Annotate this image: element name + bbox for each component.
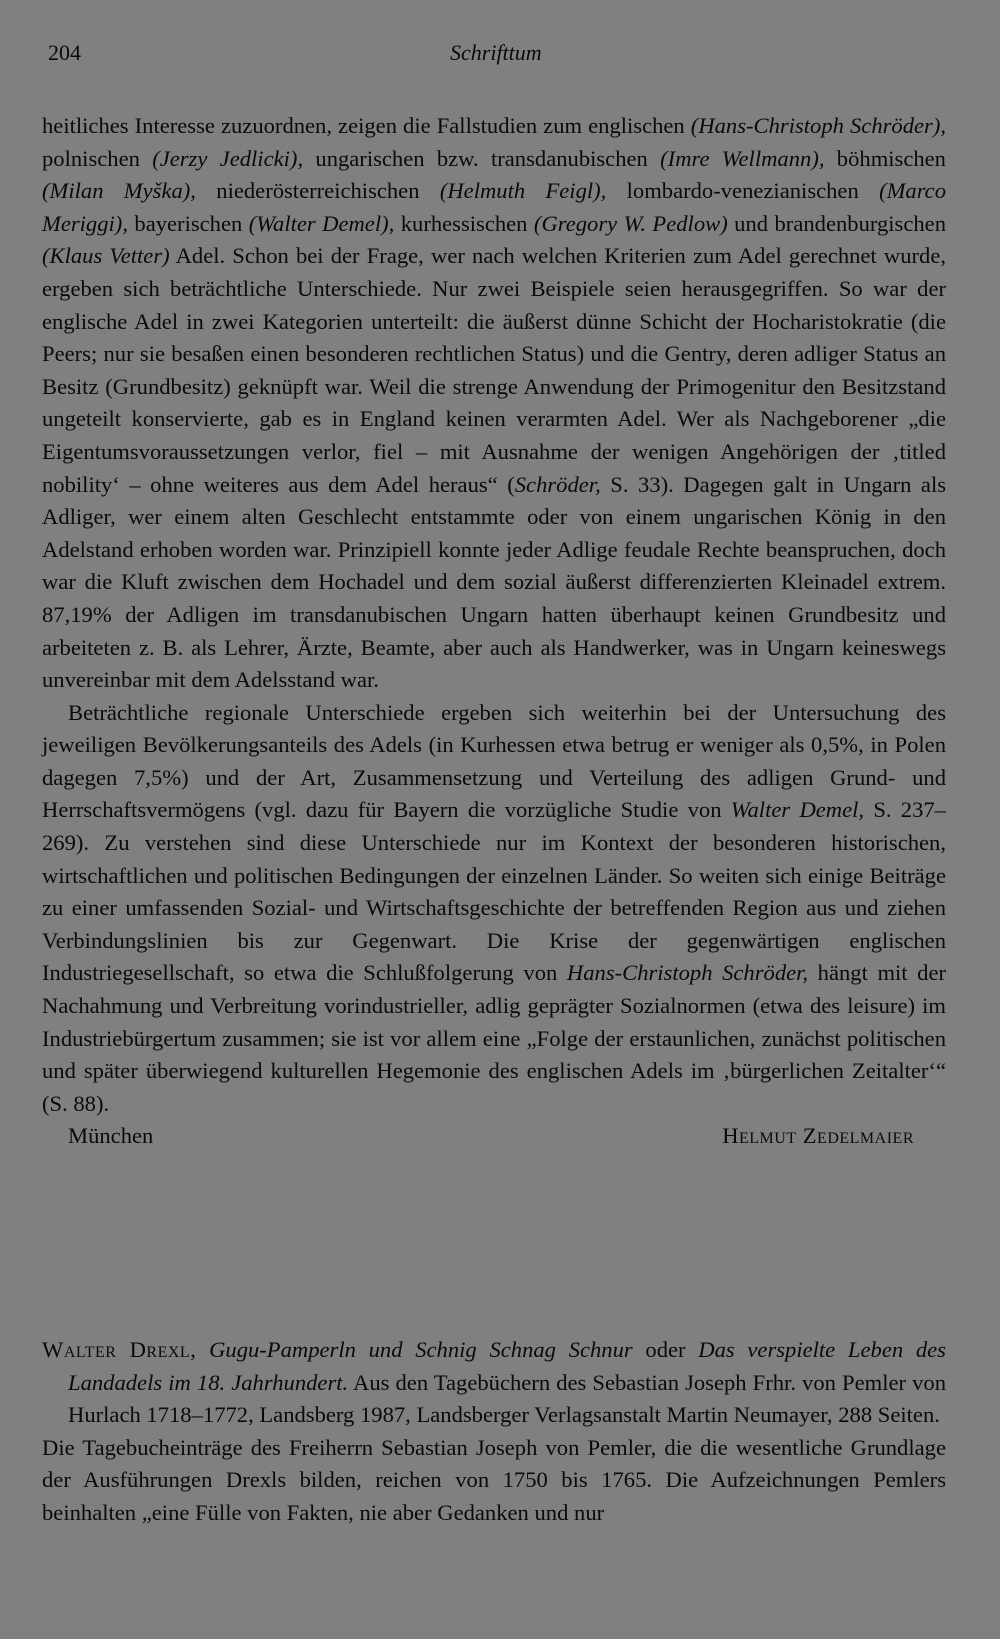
book-citation [42, 1334, 946, 1432]
text-run: Beträchtliche regionale Unterschiede ergeben sich weiterhin bei der Untersuchung des jeweiligen Bevölkerungsanteils des Adels (in Kurhessen etwa betrug er weniger als 0,5%, in Polen dagegen 7,5%) und der Art, Zusammensetzung und Verteilung des adligen Grund- und Herrschaftsvermögens (vgl. dazu für Bayern die vorzügliche Studie von [42, 699, 946, 823]
text-run-italic: Schröder, [514, 471, 601, 497]
review-text-1 [42, 110, 946, 1152]
text-run-italic: Hans-Christoph Schröder, [566, 960, 809, 986]
text-run-italic: (Jerzy Jedlicki), [152, 145, 304, 171]
text-run: heitliches Interesse zuzuordnen, zeigen die Fallstudien zum englischen [42, 113, 691, 138]
text-run: S. 237–269). Zu verstehen sind diese Unterschiede nur im Kontext der besonderen historischen, wirtschaftlichen und politischen Bedingungen der einzelnen Länder. So weiten sich einige Beiträge zu einer umfassenden Sozial- und Wirtschaftsgeschichte der betreffenden Region aus und ziehen Verbindungslinien bis zur Gegenwart. Die Krise der gegenwärtigen englischen Industriegesellschaft, so etwa die Schlußfolgerung von [42, 797, 946, 986]
text-run: S. 33). Dagegen galt in Ungarn als Adliger, wer einem alten Geschlecht entstammte oder von einem ungarischen König in den Adelstand erhoben worden war. Prinzipiell konnte jeder Adlige feudale Rechte beanspruchen, doch war die Kluft zwischen dem Hochadel und dem sozial äußerst differenzierten Kleinadel extrem. 87,19% der Adligen im transdanubischen Ungarn hatten überhaupt keinen Grundbesitz und arbeiteten z. B. als Lehrer, Ärzte, Beamte, aber auch als Handwerker, was in Ungarn keineswegs unvereinbar mit dem Adelsstand war. [42, 471, 947, 693]
review-place: München [68, 1123, 154, 1149]
running-head: Schrifttum [450, 40, 542, 65]
text-run-italic: (Walter Demel), [248, 210, 395, 236]
paragraph-1 [42, 110, 946, 697]
text-run: polnischen [42, 145, 153, 171]
review-2-paragraph-1: Die Tagebucheinträge des Freiherrn Sebastian Joseph von Pemler, die die wesentliche Grundlage der Ausführungen Drexls bilden, reichen von 1750 bis 1765. Die Aufzeichnungen Pemlers beinhalten „eine Fülle von Fakten, nie aber Gedanken und nur [42, 1434, 946, 1525]
text-run: kurhessischen [394, 210, 534, 236]
text-run-italic: (Hans-Christoph Schröder), [690, 113, 946, 138]
book-publication-details: Aus den Tagebüchern des Sebastian Joseph Frhr. von Pemler von Hurlach 1718–1772, Landsberg 1987, Landsberger Verlagsanstalt Martin Neumayer, 288 Seiten. [68, 1369, 946, 1428]
text-run: niederösterreichischen [195, 178, 440, 204]
review-text-2 [42, 1334, 946, 1530]
text-run: bayerischen [127, 210, 249, 236]
text-run-italic: (Klaus Vetter) [42, 243, 170, 269]
text-run: und brandenburgischen [727, 210, 946, 236]
text-run-italic: (Marco Meriggi), [42, 178, 946, 236]
text-run-italic: (Helmuth Feigl), [439, 178, 607, 204]
text-run: Adel. Schon bei der Frage, wer nach welchen Kriterien zum Adel gerechnet wurde, ergeben sich beträchtliche Unterschiede. Nur zwei Beispiele seien herausgegriffen. So war der englische Adel in zwei Kategorien unterteilt: die äußerst dünne Schicht der Hocharistokratie (die Peers; nur sie besaßen einen besonderen rechtlichen Status) und die Gentry, deren adliger Status an Besitz (Grundbesitz) geknüpft war. Weil die strenge Anwendung der Primogenitur den Besitzstand ungeteilt konservierte, gab es in England keinen verarmten Adel. Wer als Nachgeborener „die Eigentumsvoraussetzungen verlor, fiel – mit Ausnahme der wenigen Angehörigen der ‚titled nobility‘ – ohne weiteres aus dem Adel heraus“ ( [42, 243, 946, 497]
page-number: 204 [48, 40, 81, 65]
text-run: oder [632, 1337, 699, 1362]
reviewer-name: Helmut Zedelmaier [722, 1123, 914, 1149]
text-run: hängt mit der Nachahmung und Verbreitung vorindustrieller, adlig geprägter Sozialnormen (etwa des leisure) im Industriebürgertum zusammen; sie ist vor allem eine „Folge der erstaunlichen, zunächst politischen und später überwiegend kulturellen Hegemonie des englischen Adels im ‚bürgerlichen Zeitalter‘“ (S. 88). [42, 960, 946, 1116]
text-run: lombardo-venezianischen [606, 178, 880, 204]
text-run: ungarischen bzw. transdanubischen [303, 145, 661, 171]
book-title: Gugu-Pamperln und Schnig Schnag Schnur [209, 1337, 633, 1362]
review-signoff [42, 1120, 946, 1152]
text-run-italic: (Gregory W. Pedlow) [533, 210, 728, 236]
text-run-italic: (Milan Myška), [42, 178, 196, 204]
book-author: Walter Drexl, [42, 1337, 197, 1362]
book-subtitle: Das verspielte Leben des Landadels im 18. Jahrhundert. [68, 1337, 946, 1395]
text-run: böhmischen [824, 145, 946, 171]
text-run-italic: Walter Demel, [730, 797, 865, 823]
paragraph-2 [42, 697, 946, 1121]
page-header [0, 40, 1000, 74]
text-run [196, 1337, 209, 1362]
text-run-italic: (Imre Wellmann), [660, 145, 825, 171]
